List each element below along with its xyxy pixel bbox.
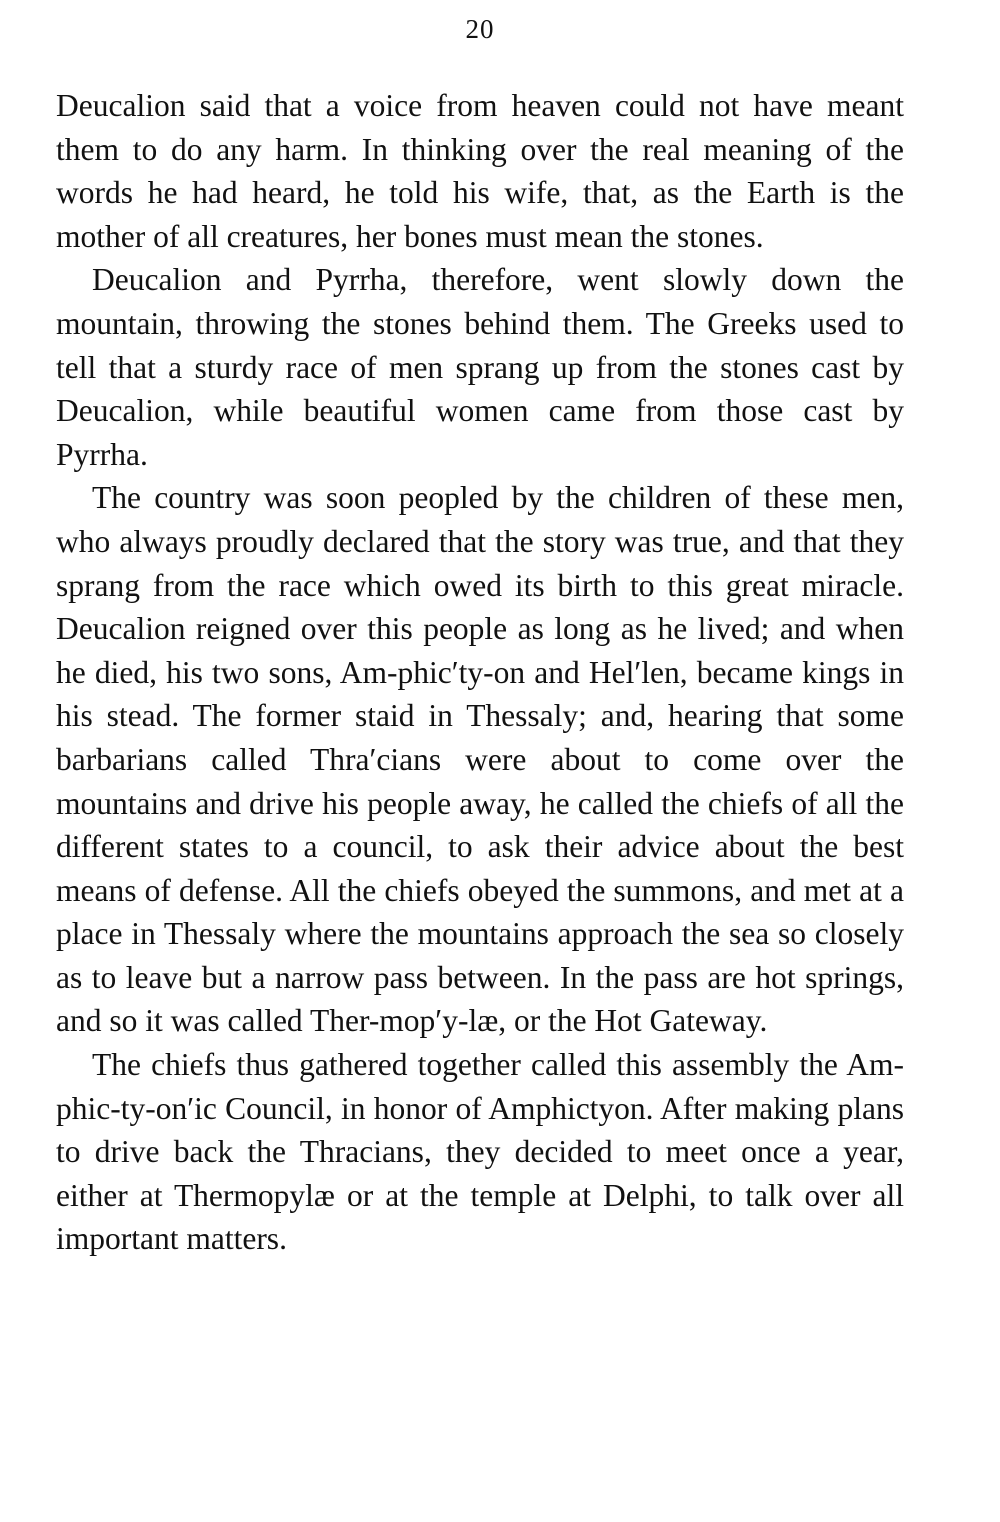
page-number: 20	[465, 14, 495, 44]
paragraph-2: Deucalion and Pyrrha, therefore, went slowly down the mountain, throwing the stones behind them. The Greeks used to tell that a sturdy race of men sprang up from the stones cast by Deucalion, while beautiful women came from those cast by Pyrrha.	[56, 262, 904, 472]
paragraph-1: Deucalion said that a voice from heaven could not have meant them to do any harm. In thinking over the real meaning of the words he had heard, he told his wife, that, as the Earth is the mother of all creatures, her bones must mean the stones.	[56, 88, 904, 254]
paragraph-4: The chiefs thus gathered together called this assembly the Am-phic-ty-on′ic Council, in honor of Amphictyon. After making plans to drive back the Thracians, they decided to meet once a year, either at Thermopylæ or at the temple at Delphi, to talk over all important matters.	[56, 1047, 904, 1257]
paragraph-3: The country was soon peopled by the children of these men, who always proudly declared that the story was true, and that they sprang from the race which owed its birth to this great miracle. Deucalion reigned over this people as long as he lived; and when he died, his two sons, Am-phic′ty-on and Hel′len, became kings in his stead. The former staid in Thessaly; and, hearing that some barbarians called Thra′cians were about to come over the mountains and drive his people away, he called the chiefs of all the different states to a council, to ask their advice about the best means of defense. All the chiefs obeyed the summons, and met at a place in Thessaly where the mountains approach the sea so closely as to leave but a narrow pass between. In the pass are hot springs, and so it was called Ther-mop′y-læ, or the Hot Gateway.	[56, 480, 904, 1039]
body-text	[56, 84, 904, 1261]
